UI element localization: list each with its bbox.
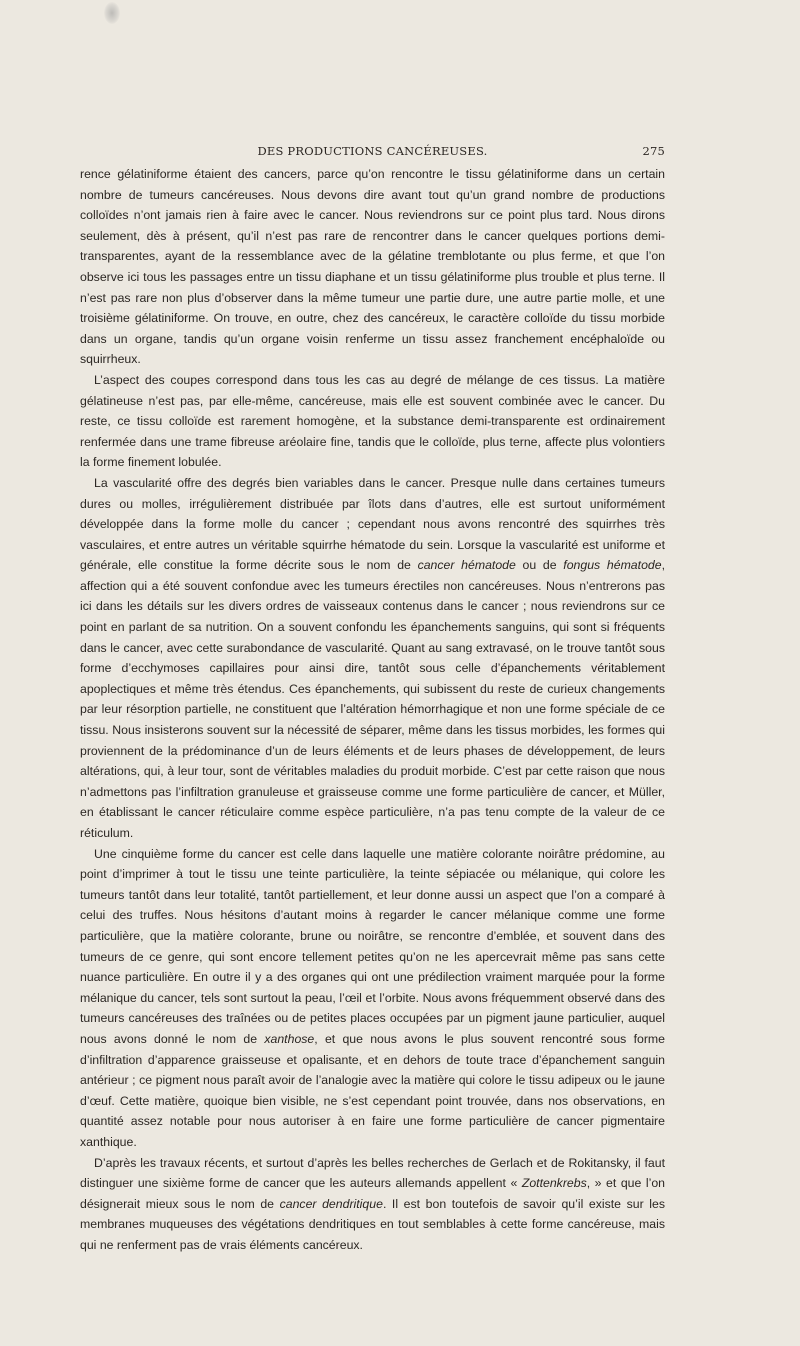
paragraph-text: La vascularité offre des degrés bien variables dans le cancer. Presque nulle dans certaines tumeurs dures ou molles, irrégulièrement distribuée par îlots dans d’autres, elle est surtout uniformément développée dans la forme molle du cancer ; cependant nous avons rencontré des squirrhes très vasculaires, et entre autres un véritable squirrhe hématode du sein. Lorsque la vascularité est uniforme et générale, elle constitue la forme décrite sous le nom de: [80, 475, 665, 573]
paragraph-text: D’après les travaux récents, et surtout d’après les belles recherches de Gerlach et de Rokitansky, il faut distinguer une sixième forme de cancer que les auteurs allemands appellent «: [80, 1155, 665, 1191]
running-head-title: DES PRODUCTIONS CANCÉREUSES.: [257, 144, 488, 158]
italic-term: Zottenkrebs: [521, 1176, 587, 1191]
italic-term: cancer hématode: [417, 558, 516, 573]
paragraph-text: , » et que l’on désignerait mieux sous le nom de: [80, 1176, 665, 1211]
page-number: 275: [642, 144, 665, 158]
italic-term: cancer dendritique: [279, 1196, 383, 1211]
body-text: [80, 164, 665, 1255]
paragraph-text: Une cinquième forme du cancer est celle dans laquelle une matière colorante noirâtre prédomine, au point d’imprimer à tout le tissu une teinte particulière, la teinte sépiacée ou mélanique, qui colore les tumeurs tantôt dans leur totalité, tantôt partiellement, et leur donne aussi un aspect que l’on a comparé à celui des truffes. Nous hésitons d’autant moins à regarder le cancer mélanique comme une forme particulière, que la matière colorante, brune ou noirâtre, se rencontre d’emblée, et souvent dans des tumeurs de ce genre, qui sont encore tellement petites qu’on ne les apercevrait même pas sans cette nuance particulière. En outre il y a des organes qui ont une prédilection vraiment marquée pour la forme mélanique du cancer, tels sont surtout la peau, l’œil et l’orbite. Nous avons fréquemment observé dans des tumeurs cancéreuses des traînées ou de petites places occupées par un pigment jaune particulier, auquel nous avons donné le nom de: [80, 846, 665, 1046]
paragraph-text: ou de: [515, 558, 564, 573]
running-head: [80, 144, 665, 162]
paragraph: [80, 370, 665, 473]
paragraph-text: , et que nous avons le plus souvent rencontré sous forme d’infiltration d’apparence graisseuse et opalisante, et en dehors de toute trace d’épanchement sanguin antérieur ; ce pigment nous paraît avoir de l’analogie avec la matière qui colore le tissu adipeux ou le jaune d’œuf. Cette matière, quoique bien visible, ne s’est cependant point trouvée, dans nos observations, en quantité assez notable pour nous autoriser à en faire une forme particulière de cancer pigmentaire xanthique.: [80, 1031, 666, 1149]
ink-stain-mark: [104, 2, 120, 24]
paragraph: [80, 1153, 665, 1256]
paragraph: [80, 473, 665, 844]
paragraph: [80, 164, 665, 370]
italic-term: fongus hématode: [563, 558, 662, 573]
italic-term: xanthose: [264, 1031, 315, 1046]
paragraph-text: . Il est bon toutefois de savoir qu’il existe sur les membranes muqueuses des végétations dendritiques en tout semblables à cette forme cancéreuse, mais qui ne renferment pas de vrais éléments cancéreux.: [80, 1196, 665, 1252]
paragraph-text: rence gélatiniforme étaient des cancers, parce qu’on rencontre le tissu gélatiniforme dans un certain nombre de tumeurs cancéreuses. Nous devons dire avant tout qu’un grand nombre de productions colloïdes n’ont jamais rien à faire avec le cancer. Nous reviendrons sur ce point plus tard. Nous dirons seulement, dès à présent, qu’il n’est pas rare de rencontrer dans le cancer quelques portions demi-transparentes, ayant de la ressemblance avec de la gélatine tremblotante ou plus ferme, et que l’on observe ici tous les passages entre un tissu diaphane et un tissu gélatiniforme plus trouble et plus terne. Il n’est pas rare non plus d’observer dans la même tumeur une partie dure, une autre partie molle, et une troisième gélatiniforme. On trouve, en outre, chez des cancéreux, le caractère colloïde du tissu morbide dans un organe, tandis qu’un organe voisin renferme un tissu assez franchement encéphaloïde ou squirrheux.: [80, 167, 665, 367]
paragraph-text: , affection qui a été souvent confondue avec les tumeurs érectiles non cancéreuses. Nous n’entrerons pas ici dans les détails sur les divers ordres de vaisseaux contenus dans le cancer ; nous reviendrons sur ce point en parlant de sa nutrition. On a souvent confondu les épanchements sanguins, qui sont si fréquents dans le cancer, avec cette surabondance de vascularité. Quant au sang extravasé, on le trouve tantôt sous forme d’ecchymoses capillaires pour ainsi dire, tantôt sous celle d’épanchements véritablement apoplectiques et même très étendus. Ces épanchements, qui subissent du reste de curieux changements par leur résorption partielle, ne constituent que l’altération hémorrhagique et non une forme spéciale de ce tissu. Nous insisterons souvent sur la nécessité de séparer, même dans les tissus morbides, les formes qui proviennent de la prédominance d’un de leurs éléments et de leurs phases de développement, de leurs altérations, qui, à leur tour, sont de véritables maladies du produit morbide. C’est par cette raison que nous n’admettons pas l’infiltration granuleuse et graisseuse comme une forme particulière de cancer, et Müller, en établissant le cancer réticulaire comme espèce particulière, n’a pas tenu compte de la valeur de ce réticulum.: [80, 558, 666, 840]
paragraph: [80, 844, 665, 1153]
paragraph-text: L’aspect des coupes correspond dans tous les cas au degré de mélange de ces tissus. La matière gélatineuse n’est pas, par elle-même, cancéreuse, mais elle est souvent combinée avec le cancer. Du reste, ce tissu colloïde est rarement homogène, et la substance demi-transparente est ordinairement renfermée dans une trame fibreuse aréolaire fine, tandis que le colloïde, plus terne, affecte plus volontiers la forme finement lobulée.: [80, 372, 665, 470]
